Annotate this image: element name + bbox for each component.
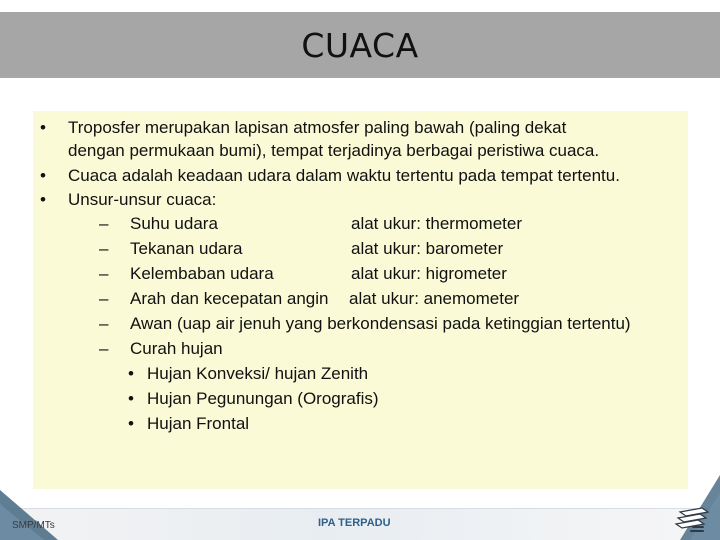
book-stack-icon bbox=[672, 506, 712, 534]
subbullet-text: Hujan Pegunungan (Orografis) bbox=[147, 389, 379, 408]
bullet-body-continuation: dengan permukaan bumi), tempat terjadinya berbagai peristiwa cuaca. bbox=[68, 141, 600, 160]
footer-left-decoration bbox=[0, 488, 60, 540]
subitem-tool: alat ukur: higrometer bbox=[351, 264, 507, 283]
subbullet-text: Hujan Konveksi/ hujan Zenith bbox=[147, 364, 369, 383]
bullet-dot: • bbox=[40, 190, 46, 209]
subitem-label: Tekanan udara bbox=[130, 239, 243, 258]
subitem-label: Arah dan kecepatan angin bbox=[130, 289, 329, 308]
subbullet-text: Hujan Frontal bbox=[147, 414, 250, 433]
dash-marker: – bbox=[99, 289, 109, 308]
bullet-dot: • bbox=[40, 166, 46, 185]
bullet-dot: • bbox=[128, 364, 134, 383]
bullet-lead-troposfer: Troposfer bbox=[68, 118, 141, 137]
dash-marker: – bbox=[99, 239, 109, 258]
bullet-lead-cuaca: Cuaca bbox=[68, 166, 118, 185]
footer-left-text: SMP/MTs bbox=[12, 520, 55, 531]
bullet-dot: • bbox=[128, 389, 134, 408]
dash-marker: – bbox=[99, 339, 109, 358]
subitem-label: Suhu udara bbox=[130, 214, 218, 233]
bullet-dot: • bbox=[40, 118, 46, 137]
content-box bbox=[33, 111, 688, 489]
bullet-body-troposfer: merupakan lapisan atmosfer paling bawah (paling dekat bbox=[140, 118, 567, 137]
dash-marker: – bbox=[99, 214, 109, 233]
footer-divider bbox=[0, 508, 720, 509]
bullet-body-cuaca: adalah keadaan udara dalam waktu tertentu pada tempat tertentu. bbox=[117, 166, 620, 185]
bullet-text-2 bbox=[68, 166, 620, 186]
subitem-tool: alat ukur: barometer bbox=[351, 239, 504, 258]
subitem-label: Curah hujan bbox=[130, 339, 223, 358]
dash-marker: – bbox=[99, 314, 109, 333]
bullet-dot: • bbox=[128, 414, 134, 433]
subitem-tool: alat ukur: thermometer bbox=[351, 214, 523, 233]
subitem-tool: alat ukur: anemometer bbox=[349, 289, 520, 308]
bullet-text-3: Unsur-unsur cuaca: bbox=[68, 190, 217, 209]
subitem-label: Kelembaban udara bbox=[130, 264, 274, 283]
bullet-text-1 bbox=[68, 118, 566, 138]
subitem-label: Awan (uap air jenuh yang berkondensasi pada ketinggian tertentu) bbox=[130, 314, 631, 333]
title-bar bbox=[0, 12, 720, 78]
footer-center-text: IPA TERPADU bbox=[318, 517, 391, 529]
bullet-line-2 bbox=[68, 141, 599, 161]
dash-marker: – bbox=[99, 264, 109, 283]
slide-title: CUACA bbox=[301, 25, 419, 65]
